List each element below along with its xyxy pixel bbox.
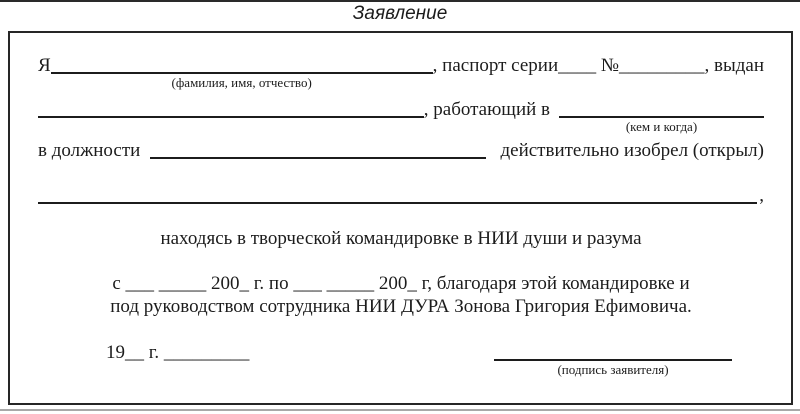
position-prefix: в должности (38, 140, 141, 161)
full-name-blank (51, 72, 433, 90)
page-bottom-rule (0, 409, 800, 411)
line-invention-blank (38, 185, 764, 206)
line-issued-employer (38, 99, 764, 134)
line-position-invented (38, 140, 764, 161)
signature-blank (494, 359, 732, 377)
working-at-text: , работающий в (423, 99, 550, 120)
invention-blank (38, 202, 757, 204)
supervisor-line: под руководством сотрудника НИИ ДУРА Зонова Григория Ефимовича. (110, 296, 692, 317)
passport-series-text: , паспорт серии____ №_________, выдан (432, 55, 764, 76)
line-applicant-passport (38, 55, 764, 90)
signature-caption: (подпись заявителя) (557, 362, 669, 377)
position-blank (150, 157, 486, 159)
trip-dates-paragraph (38, 272, 764, 318)
document-title: Заявление (352, 3, 448, 24)
applicant-prefix: Я (38, 55, 51, 76)
trip-dates-line: с ___ _____ 200_ г. по ___ _____ 200_ г, благодаря этой командировке и (112, 273, 690, 294)
business-trip-text: находясь в творческой командировке в НИИ души и разума (160, 228, 642, 249)
passport-issued-blank (38, 116, 424, 118)
full-name-caption: (фамилия, имя, отчество) (171, 75, 312, 90)
date-text: 19__ г. _________ (106, 342, 250, 363)
line-date-signature (38, 342, 764, 377)
invention-trailing-comma: , (759, 185, 764, 206)
page-top-rule (0, 0, 800, 2)
invented-text: действительно изобрел (открыл) (500, 140, 764, 161)
employer-caption: (кем и когда) (625, 119, 698, 134)
form-border-box (8, 31, 793, 405)
employer-blank (559, 116, 764, 134)
